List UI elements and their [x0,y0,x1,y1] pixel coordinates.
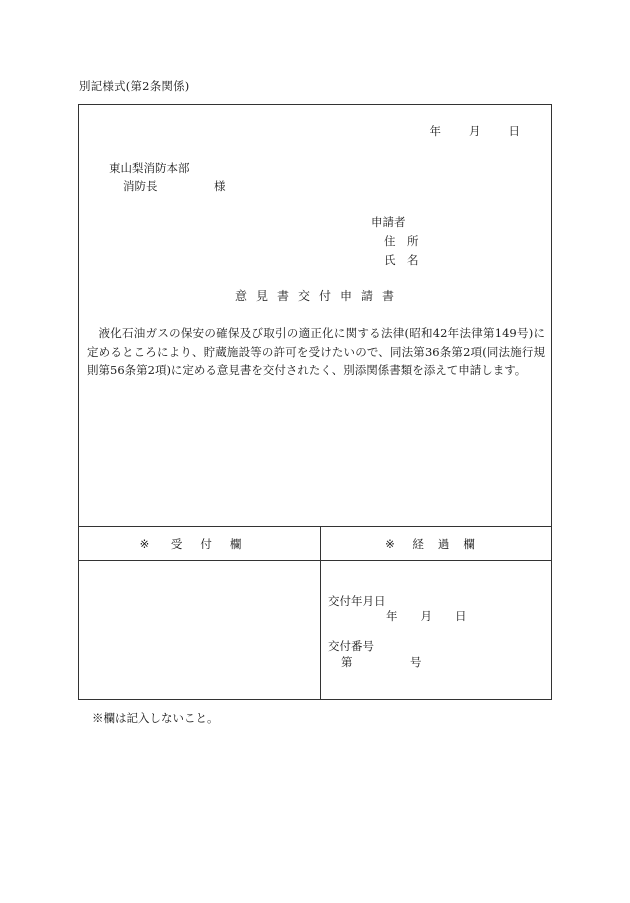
applicant-address-label: 住 所 [384,234,419,248]
progress-note-mark: ※ [385,537,395,551]
application-form [78,104,552,700]
reception-note-mark: ※ [139,537,150,551]
applicant-name-label: 氏 名 [384,253,419,267]
table-top-rule [79,526,551,527]
issue-number-value: 第 号 [341,655,422,669]
form-caption: 別記様式(第2条関係) [79,79,190,93]
progress-column-header [321,538,553,552]
issue-date-label: 交付年月日 [328,594,386,608]
date-day-unit: 日 [508,124,520,138]
application-body-text: 液化石油ガスの保安の確保及び取引の適正化に関する法律(昭和42年法律第149号)に定めるところにより、貯蔵施設等の許可を受けたいので、同法第36条第2項(同法施行規則第56条第2項)に定める意見書を交付されたく、別添関係書類を添えて申請します。 [87,326,545,378]
addressee-organization: 東山梨消防本部 [109,161,190,175]
addressee-title: 消防長 [123,179,158,193]
date-year-unit: 年 [429,124,441,138]
form-footnote: ※欄は記入しないこと。 [92,711,219,725]
applicant-label: 申請者 [371,215,406,229]
issue-date-value: 年 月 日 [386,609,467,623]
reception-header-label: 受付欄 [170,537,260,551]
date-month-unit: 月 [469,124,481,138]
table-header-rule [79,560,551,561]
table-column-divider [320,526,321,699]
document-title: 意見書交付申請書 [234,289,403,303]
reception-column-header [79,538,320,552]
addressee-honorific: 様 [214,179,226,193]
progress-header-label: 経過欄 [412,537,489,551]
date-line [430,125,521,139]
issue-number-label: 交付番号 [328,639,374,653]
